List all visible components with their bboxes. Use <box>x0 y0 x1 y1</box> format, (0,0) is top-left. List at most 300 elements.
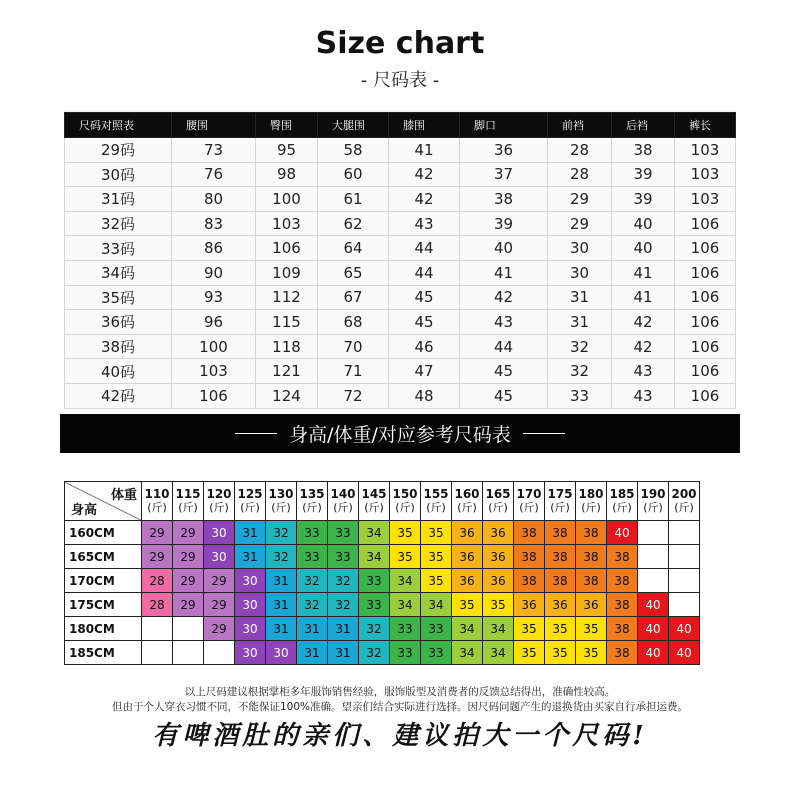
size-value-cell: 60 <box>318 162 389 187</box>
size-value-cell: 41 <box>612 260 675 285</box>
size-cell: 33 <box>421 641 452 665</box>
weight-value: 135 <box>299 487 325 501</box>
size-value-cell: 41 <box>389 138 460 163</box>
size-cell: 32 <box>297 569 328 593</box>
size-value-cell: 58 <box>318 138 389 163</box>
size-value-cell: 98 <box>256 162 318 187</box>
height-axis-label: 身高 <box>71 503 98 518</box>
weight-value: 185 <box>609 487 635 501</box>
weight-value: 165 <box>485 487 511 501</box>
size-row <box>65 211 736 236</box>
weight-unit: (斤) <box>147 501 167 514</box>
size-cell: 34 <box>390 569 421 593</box>
size-value-cell: 48 <box>389 383 460 408</box>
banner-line-right <box>523 433 565 434</box>
size-cell <box>669 569 700 593</box>
weight-value: 160 <box>454 487 480 501</box>
size-row <box>65 260 736 285</box>
size-value-cell: 31 <box>548 310 612 335</box>
size-value-cell: 103 <box>256 211 318 236</box>
weight-header-cell <box>359 482 390 521</box>
height-label-cell: 165CM <box>65 545 142 569</box>
weight-header-cell <box>545 482 576 521</box>
weight-header-cell <box>421 482 452 521</box>
weight-unit: (斤) <box>643 501 663 514</box>
height-label-cell: 185CM <box>65 641 142 665</box>
size-value-cell: 106 <box>675 260 736 285</box>
size-cell: 30 <box>235 569 266 593</box>
size-cell: 40 <box>607 521 638 545</box>
size-value-cell: 45 <box>389 285 460 310</box>
size-value-cell: 80 <box>172 187 256 212</box>
size-label-cell: 42码 <box>65 383 172 408</box>
height-label-cell: 160CM <box>65 521 142 545</box>
size-value-cell: 37 <box>460 162 548 187</box>
size-value-cell: 38 <box>612 138 675 163</box>
size-cell <box>669 593 700 617</box>
size-cell: 35 <box>545 617 576 641</box>
size-label-cell: 34码 <box>65 260 172 285</box>
size-cell: 32 <box>328 569 359 593</box>
size-value-cell: 72 <box>318 383 389 408</box>
size-value-cell: 106 <box>675 334 736 359</box>
weight-value: 130 <box>268 487 294 501</box>
size-value-cell: 42 <box>389 162 460 187</box>
size-cell: 31 <box>297 617 328 641</box>
size-cell: 38 <box>545 521 576 545</box>
size-cell: 38 <box>607 641 638 665</box>
size-value-cell: 41 <box>460 260 548 285</box>
size-value-cell: 32 <box>548 334 612 359</box>
size-label-cell: 40码 <box>65 359 172 384</box>
size-cell: 31 <box>266 593 297 617</box>
size-cell: 34 <box>483 617 514 641</box>
size-cell: 29 <box>173 521 204 545</box>
weight-unit: (斤) <box>364 501 384 514</box>
weight-unit: (斤) <box>209 501 229 514</box>
size-value-cell: 83 <box>172 211 256 236</box>
size-cell: 35 <box>421 569 452 593</box>
weight-header-cell <box>607 482 638 521</box>
size-row <box>65 187 736 212</box>
size-cell: 36 <box>452 545 483 569</box>
size-col-header: 臀围 <box>256 113 318 138</box>
size-cell: 34 <box>452 617 483 641</box>
size-value-cell: 65 <box>318 260 389 285</box>
size-value-cell: 106 <box>675 285 736 310</box>
size-cell: 29 <box>173 545 204 569</box>
size-cell: 38 <box>607 545 638 569</box>
size-value-cell: 61 <box>318 187 389 212</box>
weight-unit: (斤) <box>426 501 446 514</box>
height-label-cell: 170CM <box>65 569 142 593</box>
size-value-cell: 44 <box>460 334 548 359</box>
size-row <box>65 162 736 187</box>
weight-header-cell <box>297 482 328 521</box>
size-cell: 31 <box>235 545 266 569</box>
size-cell: 33 <box>328 521 359 545</box>
size-value-cell: 76 <box>172 162 256 187</box>
size-value-cell: 45 <box>460 383 548 408</box>
size-cell: 29 <box>204 593 235 617</box>
size-value-cell: 42 <box>460 285 548 310</box>
weight-value: 140 <box>330 487 356 501</box>
size-row <box>65 359 736 384</box>
size-cell: 31 <box>266 617 297 641</box>
size-col-header: 尺码对照表 <box>65 113 172 138</box>
size-cell: 38 <box>607 593 638 617</box>
size-cell: 31 <box>297 641 328 665</box>
size-label-cell: 35码 <box>65 285 172 310</box>
size-value-cell: 39 <box>612 162 675 187</box>
size-cell: 40 <box>669 641 700 665</box>
weight-header-cell <box>142 482 173 521</box>
size-cell: 34 <box>483 641 514 665</box>
size-value-cell: 30 <box>548 260 612 285</box>
weight-value: 180 <box>578 487 604 501</box>
size-value-cell: 118 <box>256 334 318 359</box>
grid-corner <box>65 482 142 521</box>
page-title: Size chart <box>315 26 485 61</box>
size-cell: 33 <box>297 545 328 569</box>
size-cell: 35 <box>514 617 545 641</box>
size-cell: 33 <box>359 569 390 593</box>
weight-unit: (斤) <box>302 501 322 514</box>
size-cell: 38 <box>514 545 545 569</box>
size-value-cell: 39 <box>460 211 548 236</box>
size-row <box>65 236 736 261</box>
height-label-cell: 180CM <box>65 617 142 641</box>
note-line-1: 以上尺码建议根据掌柜多年服饰销售经验，服饰版型及消费者的反馈总结得出，准确性较高。 <box>184 686 616 698</box>
banner-line-left <box>235 433 277 434</box>
weight-value: 155 <box>423 487 449 501</box>
size-cell: 38 <box>576 569 607 593</box>
size-cell: 35 <box>421 545 452 569</box>
size-value-cell: 103 <box>675 187 736 212</box>
size-cell: 29 <box>204 617 235 641</box>
size-value-cell: 95 <box>256 138 318 163</box>
grid-row <box>65 593 700 617</box>
size-cell: 30 <box>204 545 235 569</box>
size-cell: 33 <box>328 545 359 569</box>
size-value-cell: 29 <box>548 211 612 236</box>
size-cell: 29 <box>173 569 204 593</box>
section-banner <box>60 414 740 453</box>
weight-unit: (斤) <box>581 501 601 514</box>
grid-row <box>65 617 700 641</box>
size-cell: 35 <box>390 521 421 545</box>
size-value-cell: 124 <box>256 383 318 408</box>
weight-unit: (斤) <box>395 501 415 514</box>
size-value-cell: 106 <box>675 310 736 335</box>
size-value-cell: 106 <box>675 211 736 236</box>
size-col-header: 后裆 <box>612 113 675 138</box>
size-value-cell: 43 <box>389 211 460 236</box>
size-cell <box>173 617 204 641</box>
size-value-cell: 103 <box>172 359 256 384</box>
size-col-header: 大腿围 <box>318 113 389 138</box>
size-col-header: 脚口 <box>460 113 548 138</box>
weight-header-cell <box>576 482 607 521</box>
size-table-header <box>65 113 736 138</box>
size-value-cell: 36 <box>460 138 548 163</box>
weight-unit: (斤) <box>178 501 198 514</box>
size-cell: 32 <box>266 521 297 545</box>
size-cell: 34 <box>452 641 483 665</box>
size-value-cell: 106 <box>675 359 736 384</box>
size-cell: 33 <box>390 641 421 665</box>
size-cell: 32 <box>359 617 390 641</box>
weight-header-cell <box>204 482 235 521</box>
size-value-cell: 39 <box>612 187 675 212</box>
size-cell: 29 <box>204 569 235 593</box>
size-cell <box>638 569 669 593</box>
size-label-cell: 38码 <box>65 334 172 359</box>
size-value-cell: 70 <box>318 334 389 359</box>
grid-row <box>65 641 700 665</box>
weight-axis-label: 体重 <box>110 488 137 503</box>
size-cell: 38 <box>514 521 545 545</box>
size-value-cell: 41 <box>612 285 675 310</box>
size-cell: 40 <box>669 617 700 641</box>
size-cell <box>142 641 173 665</box>
weight-unit: (斤) <box>271 501 291 514</box>
size-cell: 35 <box>452 593 483 617</box>
size-cell: 36 <box>483 569 514 593</box>
size-value-cell: 106 <box>172 383 256 408</box>
weight-header-cell <box>638 482 669 521</box>
size-cell: 40 <box>638 641 669 665</box>
size-value-cell: 33 <box>548 383 612 408</box>
size-cell: 31 <box>328 641 359 665</box>
size-cell: 29 <box>142 521 173 545</box>
size-value-cell: 71 <box>318 359 389 384</box>
size-cell: 29 <box>142 545 173 569</box>
size-value-cell: 32 <box>548 359 612 384</box>
size-cell: 36 <box>514 593 545 617</box>
size-value-cell: 73 <box>172 138 256 163</box>
size-value-cell: 46 <box>389 334 460 359</box>
size-cell: 35 <box>483 593 514 617</box>
note-line-2: 但由于个人穿衣习惯不同，不能保证100%准确。望亲们结合实际进行选择。因尺码问题产生的退换货由买家自行承担运费。 <box>111 701 689 713</box>
size-cell: 31 <box>266 569 297 593</box>
weight-unit: (斤) <box>550 501 570 514</box>
grid-header-row <box>65 482 700 521</box>
weight-value: 150 <box>392 487 418 501</box>
grid-row <box>65 545 700 569</box>
size-cell: 33 <box>359 593 390 617</box>
size-label-cell: 31码 <box>65 187 172 212</box>
size-value-cell: 40 <box>612 211 675 236</box>
size-value-cell: 86 <box>172 236 256 261</box>
weight-value: 125 <box>237 487 263 501</box>
weight-header-cell <box>669 482 700 521</box>
size-cell: 36 <box>545 593 576 617</box>
size-cell: 28 <box>142 593 173 617</box>
weight-header-cell <box>452 482 483 521</box>
size-value-cell: 103 <box>675 138 736 163</box>
size-value-cell: 103 <box>675 162 736 187</box>
weight-header-cell <box>266 482 297 521</box>
weight-unit: (斤) <box>240 501 260 514</box>
size-cell: 30 <box>235 641 266 665</box>
size-label-cell: 29码 <box>65 138 172 163</box>
size-cell: 31 <box>235 521 266 545</box>
size-cell: 35 <box>421 521 452 545</box>
size-value-cell: 106 <box>675 383 736 408</box>
size-cell: 38 <box>607 569 638 593</box>
size-cell: 35 <box>576 617 607 641</box>
size-row <box>65 334 736 359</box>
grid-row <box>65 521 700 545</box>
weight-value: 115 <box>175 487 201 501</box>
size-value-cell: 42 <box>612 310 675 335</box>
size-cell: 34 <box>359 545 390 569</box>
size-cell <box>638 521 669 545</box>
size-cell: 36 <box>576 593 607 617</box>
size-value-cell: 43 <box>612 359 675 384</box>
size-value-cell: 44 <box>389 236 460 261</box>
size-value-cell: 106 <box>256 236 318 261</box>
size-value-cell: 121 <box>256 359 318 384</box>
weight-value: 190 <box>640 487 666 501</box>
size-cell: 30 <box>235 617 266 641</box>
size-cell: 32 <box>297 593 328 617</box>
size-cell: 34 <box>390 593 421 617</box>
size-value-cell: 68 <box>318 310 389 335</box>
size-value-cell: 67 <box>318 285 389 310</box>
size-cell: 32 <box>328 593 359 617</box>
size-cell: 36 <box>452 521 483 545</box>
size-cell: 34 <box>359 521 390 545</box>
grid-row <box>65 569 700 593</box>
size-cell <box>173 641 204 665</box>
size-value-cell: 64 <box>318 236 389 261</box>
height-label-cell: 175CM <box>65 593 142 617</box>
size-cell: 33 <box>297 521 328 545</box>
size-cell: 30 <box>235 593 266 617</box>
size-cell: 36 <box>483 521 514 545</box>
size-row <box>65 383 736 408</box>
weight-value: 145 <box>361 487 387 501</box>
size-cell: 28 <box>142 569 173 593</box>
size-value-cell: 106 <box>675 236 736 261</box>
weight-value: 175 <box>547 487 573 501</box>
weight-unit: (斤) <box>674 501 694 514</box>
size-value-cell: 62 <box>318 211 389 236</box>
size-value-cell: 40 <box>612 236 675 261</box>
size-cell: 36 <box>483 545 514 569</box>
height-weight-grid <box>64 481 700 665</box>
size-value-cell: 28 <box>548 162 612 187</box>
size-cell: 32 <box>266 545 297 569</box>
weight-header-cell <box>390 482 421 521</box>
size-cell: 30 <box>266 641 297 665</box>
size-cell: 33 <box>421 617 452 641</box>
size-cell <box>638 545 669 569</box>
weight-header-cell <box>235 482 266 521</box>
size-value-cell: 112 <box>256 285 318 310</box>
size-value-cell: 43 <box>460 310 548 335</box>
weight-unit: (斤) <box>457 501 477 514</box>
size-value-cell: 45 <box>389 310 460 335</box>
size-value-cell: 38 <box>460 187 548 212</box>
size-value-cell: 31 <box>548 285 612 310</box>
size-cell: 38 <box>607 617 638 641</box>
weight-unit: (斤) <box>612 501 632 514</box>
size-row <box>65 285 736 310</box>
size-cell <box>669 545 700 569</box>
size-value-cell: 43 <box>612 383 675 408</box>
size-cell: 38 <box>576 521 607 545</box>
size-cell: 35 <box>576 641 607 665</box>
weight-header-cell <box>173 482 204 521</box>
size-value-cell: 42 <box>612 334 675 359</box>
weight-header-cell <box>328 482 359 521</box>
slogan: 有啤酒肚的亲们、建议拍大一个尺码! <box>152 721 648 751</box>
size-value-cell: 45 <box>460 359 548 384</box>
size-value-cell: 109 <box>256 260 318 285</box>
size-row <box>65 310 736 335</box>
weight-value: 110 <box>144 487 170 501</box>
weight-header-cell <box>483 482 514 521</box>
size-value-cell: 93 <box>172 285 256 310</box>
page-subtitle: - 尺码表 - <box>360 70 440 91</box>
size-value-cell: 28 <box>548 138 612 163</box>
weight-value: 120 <box>206 487 232 501</box>
size-cell: 34 <box>421 593 452 617</box>
size-cell: 33 <box>390 617 421 641</box>
size-value-cell: 42 <box>389 187 460 212</box>
size-cell: 38 <box>514 569 545 593</box>
size-value-cell: 115 <box>256 310 318 335</box>
weight-header-cell <box>514 482 545 521</box>
size-value-cell: 30 <box>548 236 612 261</box>
size-value-cell: 100 <box>172 334 256 359</box>
size-col-header: 膝围 <box>389 113 460 138</box>
weight-value: 200 <box>671 487 697 501</box>
size-cell: 35 <box>390 545 421 569</box>
size-label-cell: 30码 <box>65 162 172 187</box>
weight-unit: (斤) <box>488 501 508 514</box>
size-table <box>64 112 736 409</box>
size-col-header: 裤长 <box>675 113 736 138</box>
size-label-cell: 36码 <box>65 310 172 335</box>
size-value-cell: 29 <box>548 187 612 212</box>
weight-value: 170 <box>516 487 542 501</box>
size-cell: 40 <box>638 617 669 641</box>
size-label-cell: 33码 <box>65 236 172 261</box>
size-value-cell: 44 <box>389 260 460 285</box>
size-cell: 31 <box>328 617 359 641</box>
weight-unit: (斤) <box>519 501 539 514</box>
size-value-cell: 47 <box>389 359 460 384</box>
size-row <box>65 138 736 163</box>
weight-unit: (斤) <box>333 501 353 514</box>
size-cell: 35 <box>545 641 576 665</box>
size-col-header: 前裆 <box>548 113 612 138</box>
size-value-cell: 90 <box>172 260 256 285</box>
size-cell: 36 <box>452 569 483 593</box>
size-cell <box>204 641 235 665</box>
size-col-header: 腰围 <box>172 113 256 138</box>
size-cell: 40 <box>638 593 669 617</box>
size-cell: 29 <box>173 593 204 617</box>
size-cell: 38 <box>576 545 607 569</box>
size-cell: 35 <box>514 641 545 665</box>
size-cell: 38 <box>545 569 576 593</box>
size-table-panel <box>64 110 735 404</box>
